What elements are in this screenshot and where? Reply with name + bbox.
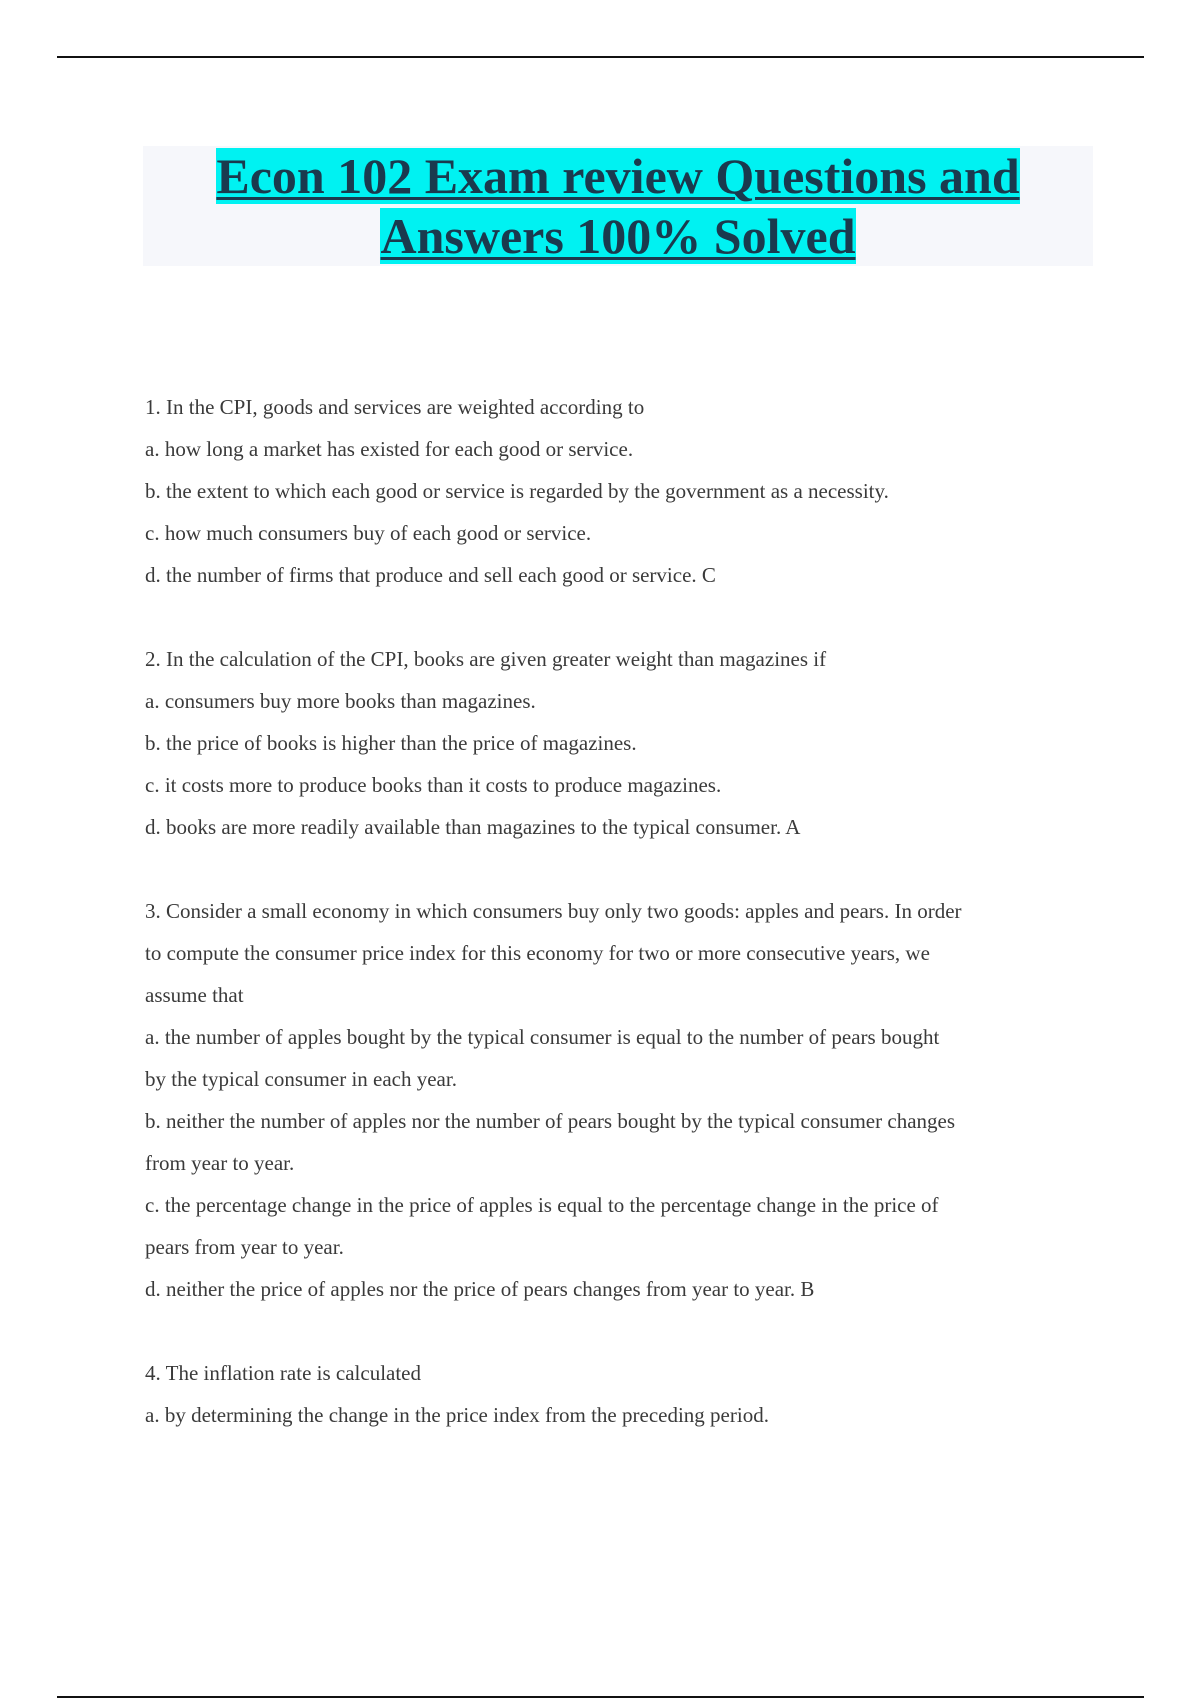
question-text: to compute the consumer price index for this economy for two or more consecutive years, we xyxy=(145,941,930,965)
question-text: 4. The inflation rate is calculated xyxy=(145,1361,422,1385)
title-banner xyxy=(143,146,1093,266)
answer-option: c. how much consumers buy of each good or service. xyxy=(145,521,592,545)
question-4 xyxy=(145,1352,1095,1436)
answer-option: pears from year to year. xyxy=(145,1235,344,1259)
document-title xyxy=(143,146,1093,266)
question-text: 2. In the calculation of the CPI, books are given greater weight than magazines if xyxy=(145,647,827,671)
answer-option: b. neither the number of apples nor the number of pears bought by the typical consumer changes xyxy=(145,1109,956,1133)
answer-option: b. the price of books is higher than the price of magazines. xyxy=(145,731,637,755)
question-text: assume that xyxy=(145,983,244,1007)
answer-option: from year to year. xyxy=(145,1151,295,1175)
answer-option: a. the number of apples bought by the typical consumer is equal to the number of pears bought xyxy=(145,1025,940,1049)
answer-option: d. the number of firms that produce and sell each good or service. C xyxy=(145,563,716,587)
question-2 xyxy=(145,638,1095,848)
answer-option: a. by determining the change in the price index from the preceding period. xyxy=(145,1403,769,1427)
answer-option: d. books are more readily available than magazines to the typical consumer. A xyxy=(145,815,801,839)
question-3 xyxy=(145,890,1095,1310)
answer-option: c. the percentage change in the price of apples is equal to the percentage change in the price of xyxy=(145,1193,939,1217)
question-text: 3. Consider a small economy in which consumers buy only two goods: apples and pears. In order xyxy=(145,899,962,923)
title-line-1: Econ 102 Exam review Questions and xyxy=(216,148,1020,204)
title-line-2: Answers 100% Solved xyxy=(380,208,856,264)
answer-option: b. the extent to which each good or service is regarded by the government as a necessity. xyxy=(145,479,889,503)
question-text: 1. In the CPI, goods and services are weighted according to xyxy=(145,395,645,419)
bottom-rule xyxy=(57,1696,1144,1698)
answer-option: c. it costs more to produce books than it costs to produce magazines. xyxy=(145,773,722,797)
answer-option: a. how long a market has existed for each good or service. xyxy=(145,437,634,461)
answer-option: d. neither the price of apples nor the price of pears changes from year to year. B xyxy=(145,1277,815,1301)
answer-option: by the typical consumer in each year. xyxy=(145,1067,457,1091)
top-rule xyxy=(57,56,1144,58)
answer-option: a. consumers buy more books than magazines. xyxy=(145,689,536,713)
questions-list xyxy=(145,386,1095,1478)
question-1 xyxy=(145,386,1095,596)
